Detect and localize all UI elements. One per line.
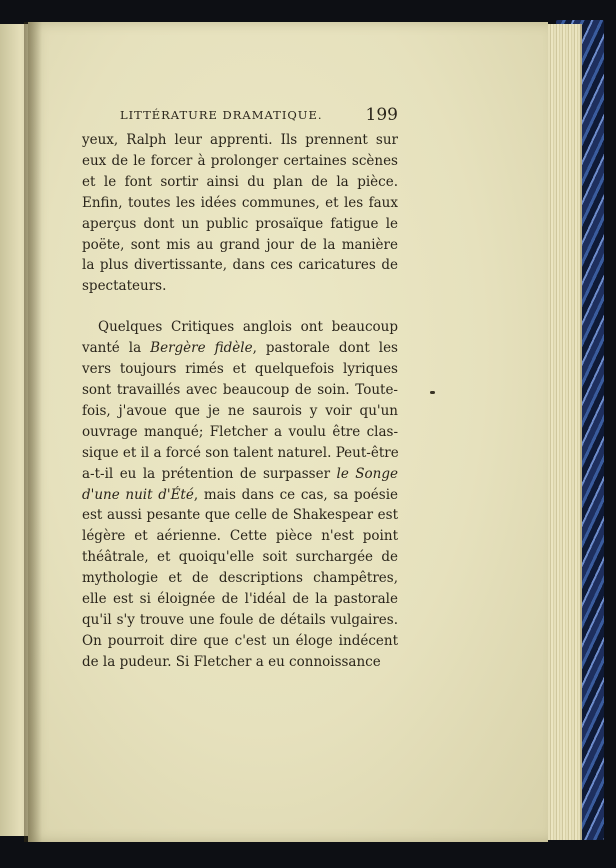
gutter-shadow [24, 22, 42, 842]
text-run: elle est si éloignée de l'idéal de la pastorale [82, 591, 398, 608]
margin-ink-mark [430, 391, 435, 394]
text-line [82, 235, 398, 256]
text-run: aperçus dont un public prosaïque fatigue le [82, 215, 398, 232]
body-text [82, 130, 398, 673]
text-line [82, 172, 398, 193]
text-run: Enfin, toutes les idées communes, et les faux [82, 194, 398, 211]
page-number: 199 [365, 105, 398, 125]
text-run: de la pudeur. Si Fletcher a eu connoissance [82, 653, 381, 670]
text-run: On pourroit dire que c'est un éloge indécent [82, 632, 398, 649]
text-line [82, 193, 398, 214]
text-run: eux de le forcer à prolonger certaines scènes [82, 152, 398, 169]
paragraph [82, 130, 398, 297]
text-line [82, 464, 398, 485]
text-line [82, 422, 398, 443]
page-header [120, 105, 400, 128]
text-line [82, 151, 398, 172]
text-line [82, 443, 398, 464]
italic-title: Bergère fidèle [150, 340, 253, 357]
text-line [82, 652, 398, 673]
text-run: est aussi pesante que celle de Shakespear est [82, 507, 398, 524]
text-run: Quelques Critiques anglois ont beaucoup [98, 319, 398, 336]
text-run: , mais dans ce cas, sa poésie [193, 486, 398, 503]
text-run: légère et aérienne. Cette pièce n'est point [82, 528, 398, 545]
text-line [82, 610, 398, 631]
text-run: spectateurs. [82, 278, 167, 295]
text-run: sont travaillés avec beaucoup de soin. Toute- [82, 381, 398, 398]
text-line [82, 380, 398, 401]
italic-title: d'une nuit d'Été [82, 486, 194, 503]
text-run: a-t-il eu la prétention de surpasser [82, 465, 337, 482]
running-head: LITTÉRATURE DRAMATIQUE. [120, 108, 323, 122]
text-run: et le font sortir ainsi du plan de la pièce. [82, 173, 398, 190]
text-run: fois, j'avoue que je ne saurois y voir qu'un [82, 402, 398, 419]
text-line [82, 359, 398, 380]
text-line [82, 255, 398, 276]
text-line [82, 547, 398, 568]
text-line [82, 401, 398, 422]
text-line [82, 485, 398, 506]
text-run: vers toujours rimés et quelquefois lyriques [82, 361, 398, 378]
text-line [82, 589, 398, 610]
text-line [82, 568, 398, 589]
text-run: mythologie et de descriptions champêtres, [82, 570, 398, 587]
text-run: vanté la [82, 340, 151, 357]
text-run: théâtrale, et quoiqu'elle soit surchargée de [82, 549, 398, 566]
text-line [82, 317, 398, 338]
text-line [82, 505, 398, 526]
paragraph [82, 317, 398, 672]
text-run: , pastorale dont les [252, 340, 398, 357]
text-run: qu'il s'y trouve une foule de détails vulgaires. [82, 611, 398, 628]
text-line [82, 214, 398, 235]
text-line [82, 276, 398, 297]
text-line [82, 631, 398, 652]
text-run: poëte, sont mis au grand jour de la manière [82, 236, 398, 253]
text-line [82, 130, 398, 151]
text-run: yeux, Ralph leur apprenti. Ils prennent sur [82, 132, 398, 148]
italic-title: le Songe [336, 465, 398, 482]
text-line [82, 338, 398, 359]
text-run: sique et il a forcé son talent naturel. Peut-être [82, 444, 399, 461]
text-line [82, 526, 398, 547]
text-run: la plus divertissante, dans ces caricatures de [82, 257, 398, 274]
text-run: ouvrage manqué; Fletcher a voulu être clas- [82, 423, 398, 440]
